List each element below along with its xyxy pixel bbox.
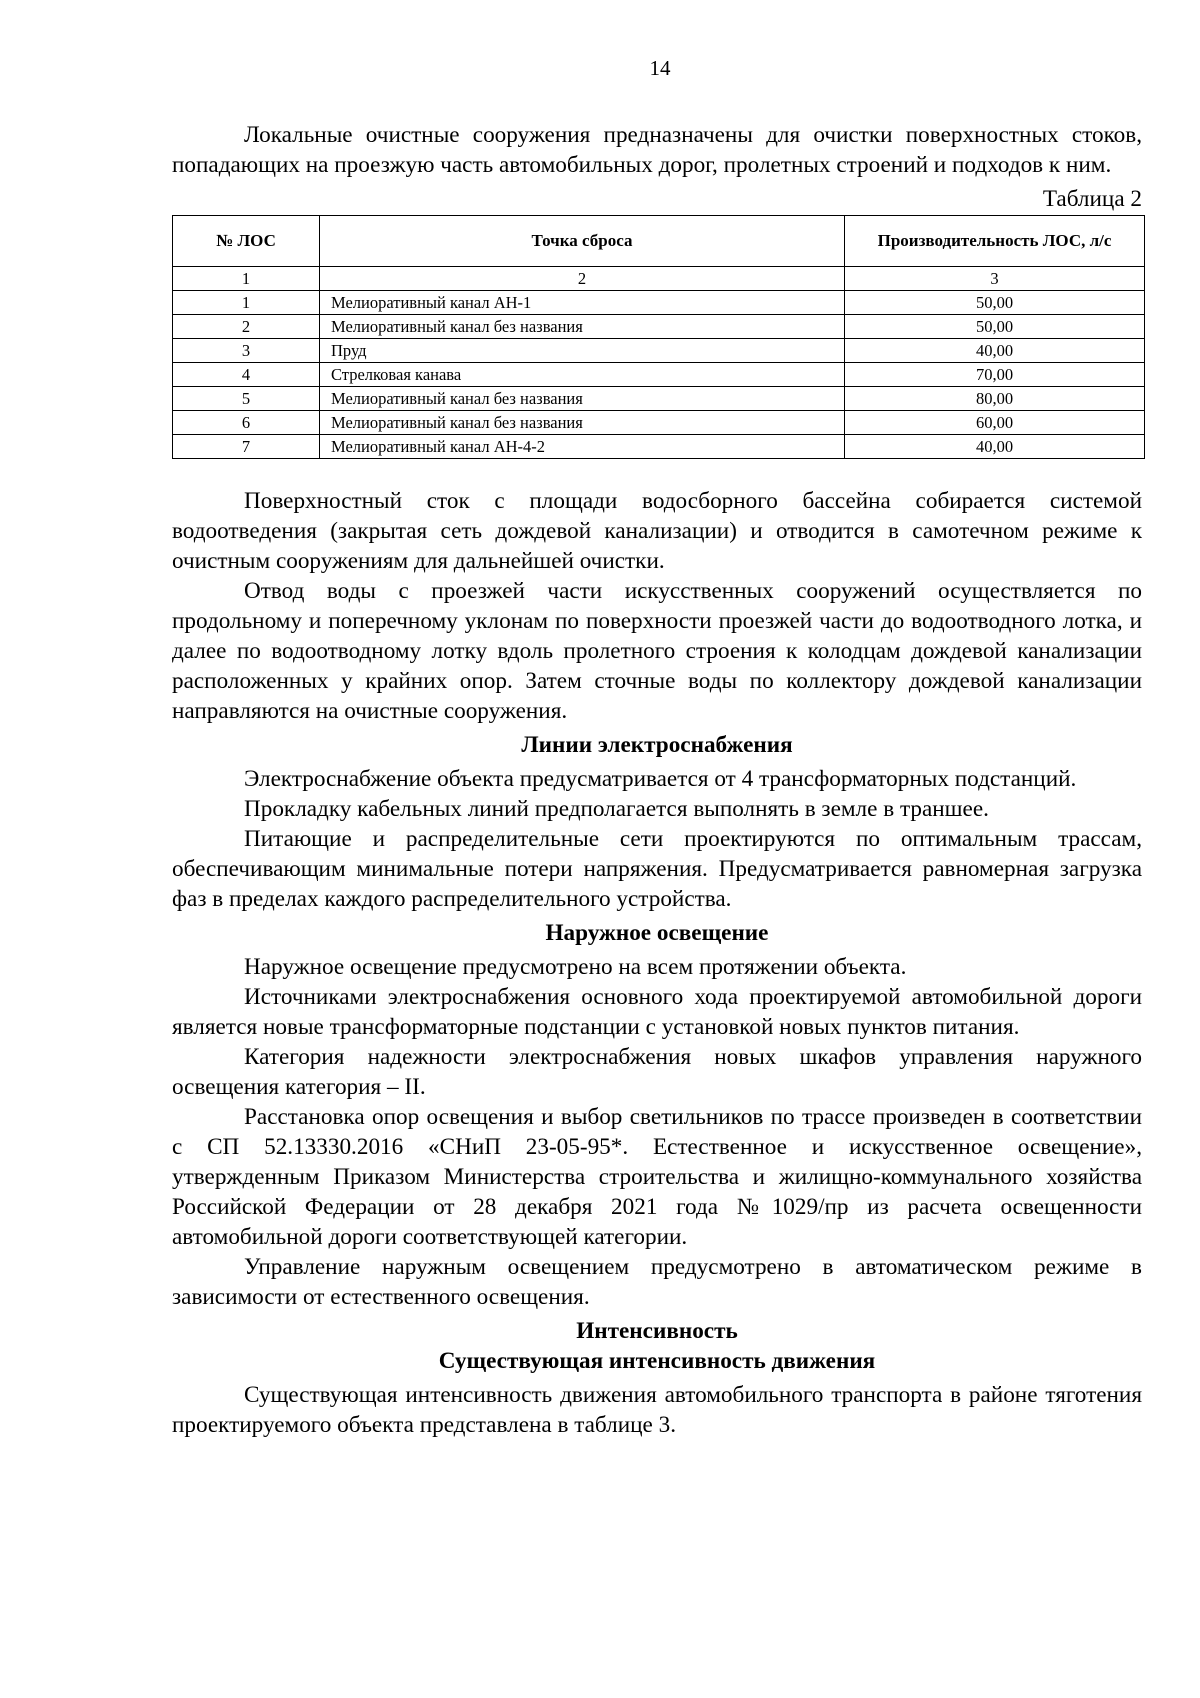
capacity-cell: 50,00 xyxy=(845,291,1145,315)
lighting-heading: Наружное освещение xyxy=(545,920,769,946)
los-number-cell: 2 xyxy=(173,315,320,339)
discharge-point-cell: Мелиоративный канал без названия xyxy=(320,411,845,435)
power-heading: Линии электроснабжения xyxy=(521,732,793,758)
header-discharge-point: Точка сброса xyxy=(320,216,845,267)
table-row xyxy=(173,363,1145,387)
los-number-cell: 3 xyxy=(173,339,320,363)
header-capacity: Производительность ЛОС, л/с xyxy=(845,216,1145,267)
discharge-point-cell: Стрелковая канава xyxy=(320,363,845,387)
discharge-point-cell: Пруд xyxy=(320,339,845,363)
intensity-paragraph-1: Существующая интенсивность движения автомобильного транспорта в районе тяготения проектируемого объекта представлена в таблице 3. xyxy=(172,1382,1142,1438)
intro-paragraph: Локальные очистные сооружения предназначены для очистки поверхностных стоков, попадающих на проезжую часть автомобильных дорог, пролетных строений и подходов к ним. xyxy=(172,122,1142,178)
power-paragraph-1: Электроснабжение объекта предусматривается от 4 трансформаторных подстанций. xyxy=(244,766,1077,792)
lighting-paragraph-2: Источниками электроснабжения основного хода проектируемой автомобильной дороги является новые трансформаторные подстанции с установкой новых пунктов питания. xyxy=(172,984,1142,1040)
drainage-paragraph-2: Отвод воды с проезжей части искусственных сооружений осуществляется по продольному и поперечному уклонам по поверхности проезжей части до водоотводного лотка, и далее по водоотводному лотку вдоль пролетного строения к колодцам дождевой канализации расположенных у крайних опор. Затем сточные воды по коллектору дождевой канализации направляются на очистные сооружения. xyxy=(172,578,1142,724)
lighting-paragraph-1: Наружное освещение предусмотрено на всем протяжении объекта. xyxy=(244,954,907,980)
discharge-point-cell: Мелиоративный канал без названия xyxy=(320,387,845,411)
discharge-point-cell: Мелиоративный канал без названия xyxy=(320,315,845,339)
header-los-number: № ЛОС xyxy=(173,216,320,267)
table-row xyxy=(173,291,1145,315)
numbering-cell: 3 xyxy=(845,267,1145,291)
table-row xyxy=(173,387,1145,411)
numbering-cell: 2 xyxy=(320,267,845,291)
capacity-cell: 40,00 xyxy=(845,339,1145,363)
capacity-cell: 80,00 xyxy=(845,387,1145,411)
capacity-cell: 50,00 xyxy=(845,315,1145,339)
capacity-cell: 40,00 xyxy=(845,435,1145,459)
table-row xyxy=(173,339,1145,363)
power-paragraph-3: Питающие и распределительные сети проектируются по оптимальным трассам, обеспечивающим минимальные потери напряжения. Предусматривается равномерная загрузка фаз в пределах каждого распределительного устройства. xyxy=(172,826,1142,912)
los-number-cell: 7 xyxy=(173,435,320,459)
lighting-paragraph-5: Управление наружным освещением предусмотрено в автоматическом режиме в зависимости от естественного освещения. xyxy=(172,1254,1142,1310)
los-number-cell: 5 xyxy=(173,387,320,411)
discharge-point-cell: Мелиоративный канал АН-1 xyxy=(320,291,845,315)
drainage-paragraph-1: Поверхностный сток с площади водосборного бассейна собирается системой водоотведения (закрытая сеть дождевой канализации) и отводится в самотечном режиме к очистным сооружениям для дальнейшей очистки. xyxy=(172,488,1142,574)
los-number-cell: 6 xyxy=(173,411,320,435)
table-header-row xyxy=(173,216,1145,267)
capacity-cell: 70,00 xyxy=(845,363,1145,387)
table-row xyxy=(173,315,1145,339)
power-paragraph-2: Прокладку кабельных линий предполагается выполнять в земле в траншее. xyxy=(244,796,989,822)
intensity-heading: Интенсивность xyxy=(576,1318,738,1344)
document-page xyxy=(172,56,1142,1440)
lighting-paragraph-3: Категория надежности электроснабжения новых шкафов управления наружного освещения категория – II. xyxy=(172,1044,1142,1100)
table-numbering-row xyxy=(173,267,1145,291)
lighting-paragraph-4: Расстановка опор освещения и выбор светильников по трассе произведен в соответствии с СП 52.13330.2016 «СНиП 23-05-95*. Естественное и искусственное освещение», утвержденным Приказом Министерства строительства и жилищно-коммунального хозяйства Российской Федерации от 28 декабря 2021 года №1029/пр из расчета освещенности автомобильной дороги соответствующей категории. xyxy=(172,1104,1142,1250)
capacity-cell: 60,00 xyxy=(845,411,1145,435)
los-number-cell: 4 xyxy=(173,363,320,387)
table-row xyxy=(173,411,1145,435)
los-number-cell: 1 xyxy=(173,291,320,315)
table-caption: Таблица 2 xyxy=(1042,186,1142,212)
los-table xyxy=(172,215,1145,459)
page-number: 14 xyxy=(649,56,671,80)
discharge-point-cell: Мелиоративный канал АН-4-2 xyxy=(320,435,845,459)
table-row xyxy=(173,435,1145,459)
numbering-cell: 1 xyxy=(173,267,320,291)
intensity-subheading: Существующая интенсивность движения xyxy=(438,1348,876,1374)
